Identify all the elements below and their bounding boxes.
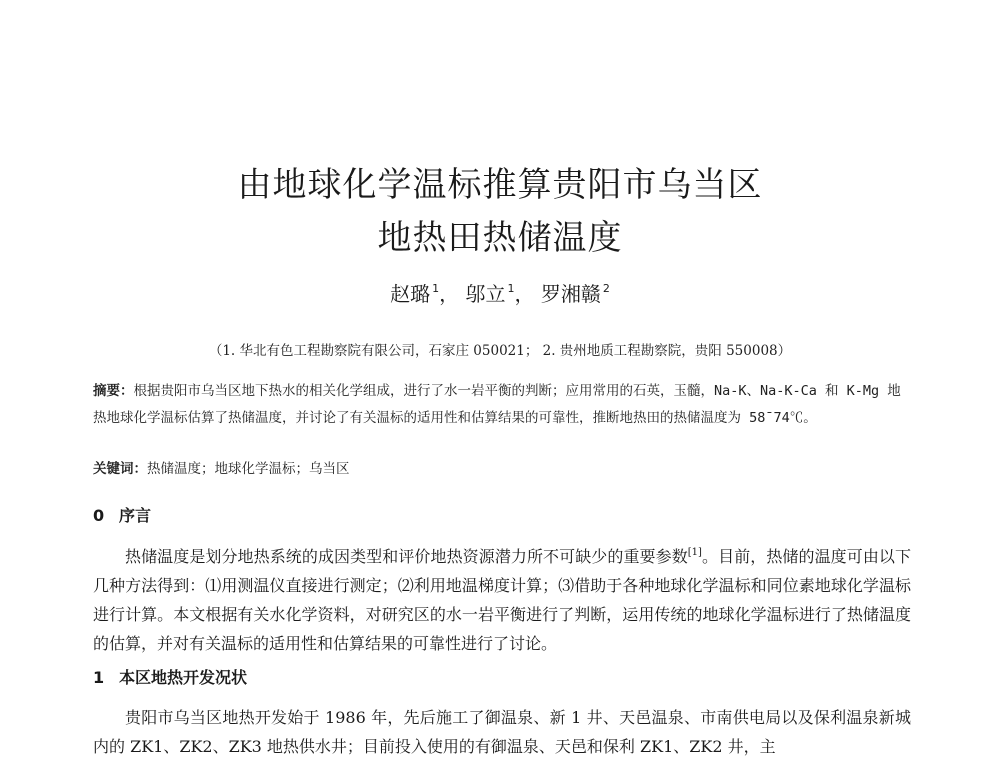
section-number: 0 [93, 506, 105, 525]
abstract-label: 摘要： [93, 383, 134, 399]
author-list [0, 276, 1000, 307]
paragraph-text: 热储温度是划分地热系统的成因类型和评价地热资源潜力所不可缺少的重要参数 [125, 547, 688, 566]
author-separator: ， [514, 282, 535, 306]
author-affiliation-mark: 1 [507, 282, 515, 295]
affiliation: （1. 华北有色工程勘察院有限公司，石家庄 050021； 2. 贵州地质工程勘察院，贵阳 550008） [208, 343, 792, 359]
paper-title-line-2: 地热田热储温度 [377, 218, 623, 258]
paragraph-text: 。目前，热储的温度可由以下几种方法得到：⑴用测温仪直接进行测定；⑵利用地温梯度计算；⑶借助于各种地球化学温标和同位素地球化学温标进行计算。本文根据有关水化学资料，对研究区的水一岩平衡进行了判断，运用传统的地球化学温标进行了热储温度的估算，并对有关温标的适用性和估算结果的可靠性进行了讨论。 [93, 547, 911, 653]
author-affiliation-mark: 1 [432, 282, 440, 295]
section-paragraph [93, 538, 911, 658]
citation-reference[interactable]: [1] [687, 547, 702, 558]
paper-title-line-1: 由地球化学温标推算贵阳市乌当区 [237, 165, 763, 205]
paragraph-text: 贵阳市乌当区地热开发始于 1986 年，先后施工了御温泉、新 1 井、天邑温泉、市南供电局以及保利温泉新城内的 ZK1、ZK2、ZK3 地热供水井；目前投入使用的有御温泉、天邑和保利 ZK1、ZK2 井，主 [93, 708, 911, 756]
section-heading-development [93, 665, 247, 688]
abstract [93, 378, 911, 432]
abstract-text: 根据贵阳市乌当区地下热水的相关化学组成，进行了水一岩平衡的判断；应用常用的石英，玉髓，Na-K、Na-K-Ca 和 K-Mg 地热地球化学温标估算了热储温度，并讨论了有关温标的适用性和估算结果的可靠性，推断地热田的热储温度为 58¯74℃。 [93, 383, 901, 426]
author-name: 赵璐 [390, 282, 431, 306]
keywords-label: 关键词： [93, 461, 147, 477]
author-name: 邬立 [465, 282, 506, 306]
section-title: 序言 [119, 506, 152, 525]
keywords [93, 460, 911, 478]
section-title: 本区地热开发况状 [119, 668, 248, 687]
section-number: 1 [93, 668, 105, 687]
keywords-text: 热储温度；地球化学温标；乌当区 [147, 461, 350, 477]
section-heading-preface [93, 503, 151, 526]
author-separator: ， [439, 282, 460, 306]
section-paragraph [93, 703, 911, 759]
author-name: 罗湘赣 [540, 282, 601, 306]
author-affiliation-mark: 2 [602, 282, 610, 295]
